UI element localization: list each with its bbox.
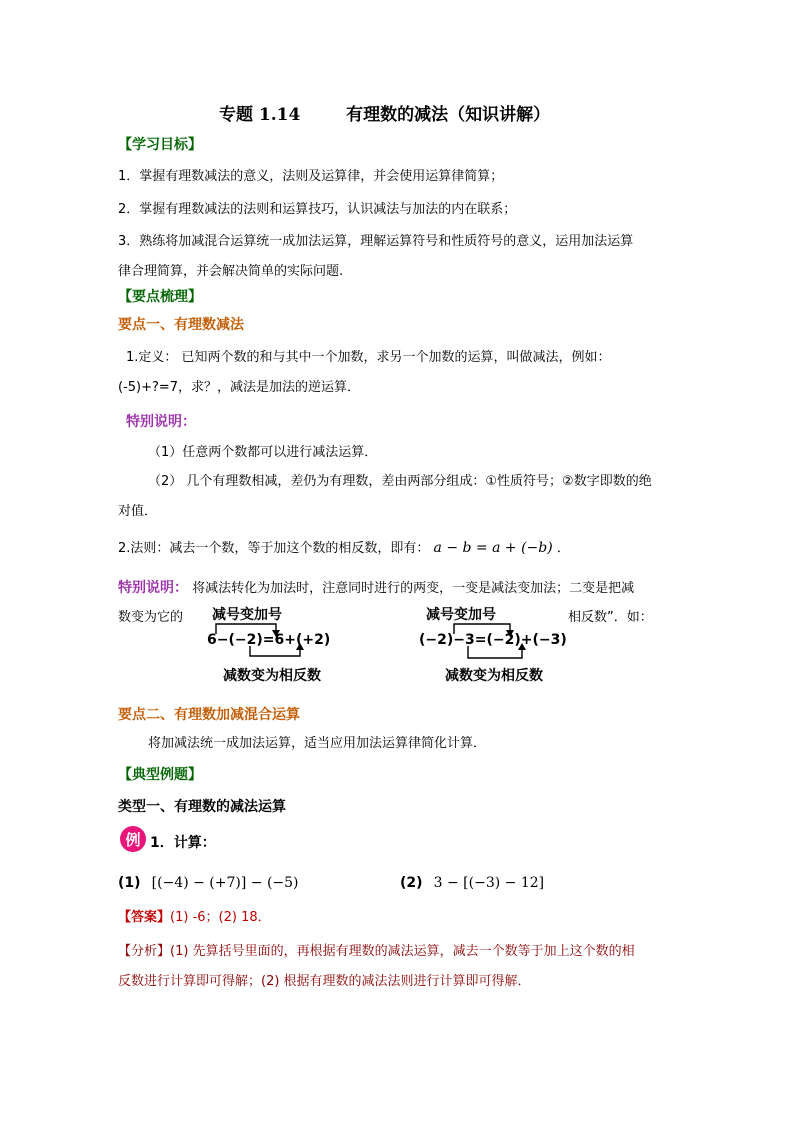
definition-line2: (-5)+?=7，求？，减法是加法的逆运算．	[118, 380, 361, 395]
point1-header: 要点一、有理数减法	[118, 317, 244, 333]
answer-line	[118, 908, 271, 928]
goals-header: 【学习目标】	[118, 137, 202, 153]
diagram-left-bottom-label: 减数变为相反数	[223, 668, 321, 684]
points-header: 【要点梳理】	[118, 289, 202, 305]
note-2-line1: （2） 几个有理数相减，差仍为有理数，差由两部分组成：①性质符号；②数字即数的绝	[148, 474, 652, 489]
q2-label: (2)	[400, 875, 423, 891]
answer-label: 【答案】	[118, 910, 171, 925]
diagram-right-top-label: 减号变加号	[426, 607, 496, 623]
note-1: （1）任意两个数都可以进行减法运算．	[148, 445, 378, 460]
goal-3: 3．熟练将加减混合运算统一成加法运算，理解运算符号和性质符号的意义，运用加法运算	[118, 234, 634, 249]
diagram-left-expr: 6−(−2)=6+(+2)	[207, 632, 331, 648]
analysis-line2: 反数进行计算即可得解；(2) 根据有理数的减法法则进行计算即可得解．	[118, 974, 531, 989]
q1-expr: [(−4) − (+7)] − (−5)	[151, 875, 299, 891]
rule-text: 2.法则：减去一个数，等于加这个数的相反数，即有：	[118, 541, 430, 556]
special2-line2-start: 数变为它的	[118, 610, 184, 625]
question-2	[400, 872, 544, 891]
diagram-right-expr: (−2)−3=(−2)+(−3)	[419, 632, 567, 648]
analysis-line1	[118, 942, 635, 962]
special2-text: 将减法转化为加法时，注意同时进行的两变，一变是减法变加法；二变是把减	[192, 581, 635, 596]
goal-1: 1．掌握有理数减法的意义，法则及运算律，并会使用运算律简算；	[118, 169, 504, 184]
analysis-label: 【分析】	[118, 944, 171, 959]
analysis-text-1: (1) 先算括号里面的，再根据有理数的减法运算，减去一个数等于加上这个数的相	[170, 944, 635, 959]
diagram-right-bottom-label: 减数变为相反数	[445, 668, 543, 684]
q1-label: (1)	[118, 875, 141, 891]
type1-header: 类型一、有理数的减法运算	[118, 799, 286, 815]
title-prefix: 专题 1.14	[219, 105, 301, 125]
definition-line1: 1.定义： 已知两个数的和与其中一个加数，求另一个加数的运算，叫做减法，例如：	[126, 350, 611, 365]
title-main: 有理数的减法（知识讲解）	[346, 105, 551, 125]
goal-3-cont: 律合理简算，并会解决简单的实际问题.	[118, 264, 344, 279]
goal-2: 2．掌握有理数减法的法则和运算技巧，认识减法与加法的内在联系；	[118, 202, 517, 217]
special-note-label: 特别说明：	[126, 414, 196, 430]
example-badge: 例	[120, 826, 146, 852]
special2-line2-end: 相反数”．如：	[568, 610, 653, 625]
rule-formula: a − b = a + (−b)	[433, 540, 553, 556]
diagram-left-top-label: 减号变加号	[212, 607, 282, 623]
answer-text: (1) -6；(2) 18．	[170, 910, 271, 925]
example1-label: 1．计算：	[150, 835, 216, 851]
q2-expr: 3 − [(−3) − 12]	[433, 875, 545, 891]
point2-header: 要点二、有理数加减混合运算	[118, 707, 300, 723]
question-1	[118, 872, 299, 891]
special2-label: 特别说明：	[118, 580, 188, 596]
rule-end: ．	[556, 541, 570, 556]
note-2-line2: 对值．	[118, 504, 158, 519]
point2-text: 将加减法统一成加法运算，适当应用加法运算律简化计算．	[148, 736, 487, 751]
examples-header: 【典型例题】	[118, 767, 202, 783]
